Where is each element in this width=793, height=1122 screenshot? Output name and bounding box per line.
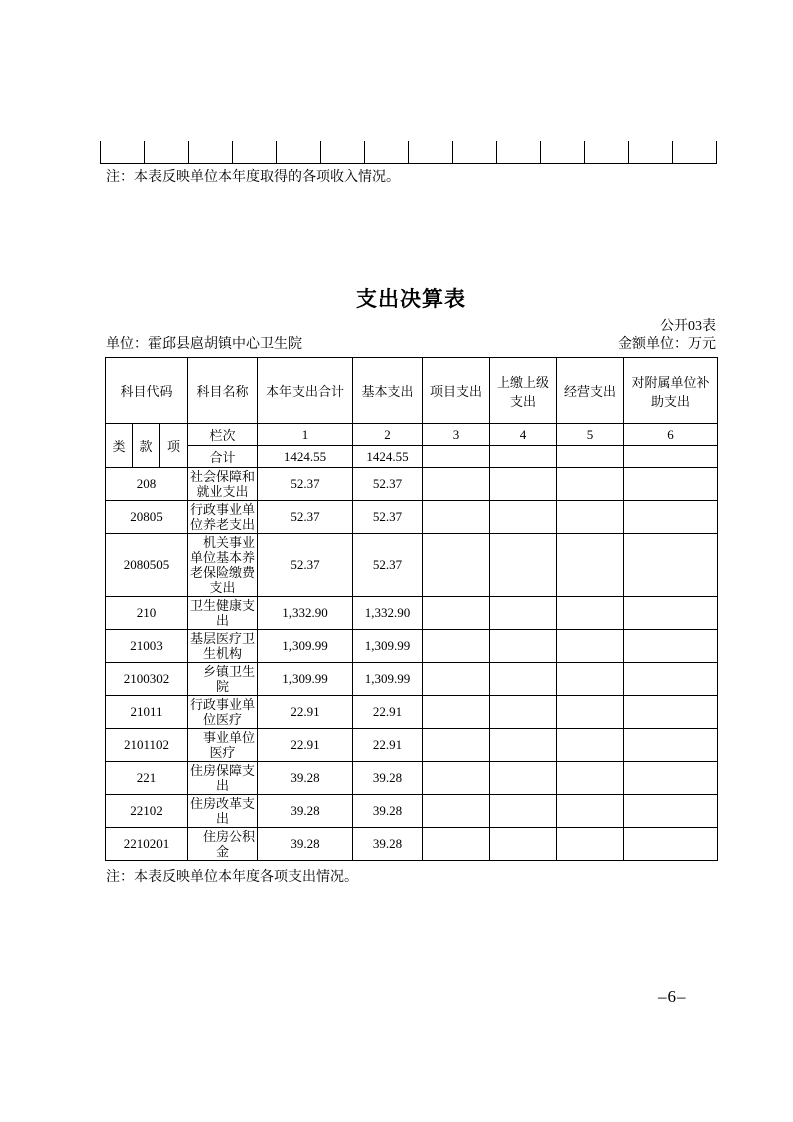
upper-level-expenditure-cell [490, 468, 557, 501]
affiliated-subsidy-cell [624, 501, 718, 534]
operating-expenditure-cell [557, 468, 624, 501]
remnant-cell [408, 141, 452, 163]
total-expenditure-cell: 1,309.99 [258, 630, 353, 663]
remnant-cell [144, 141, 188, 163]
header-total-expenditure: 本年支出合计 [258, 358, 353, 424]
affiliated-subsidy-cell [624, 828, 718, 861]
column-index-cell: 3 [423, 424, 490, 446]
expenditure-table-body [106, 468, 718, 861]
project-expenditure-cell [423, 534, 490, 597]
expenditure-table [105, 357, 718, 861]
column-index-cell: 4 [490, 424, 557, 446]
remnant-cell [100, 141, 144, 163]
basic-expenditure-cell: 52.37 [353, 468, 423, 501]
subcode-section-cell: 款 [133, 424, 160, 468]
table-meta-row [106, 333, 716, 353]
affiliated-subsidy-cell [624, 729, 718, 762]
subject-code-cell: 2101102 [106, 729, 188, 762]
basic-expenditure-cell: 39.28 [353, 762, 423, 795]
table-row [106, 696, 718, 729]
total-expenditure-cell: 39.28 [258, 828, 353, 861]
table-row [106, 729, 718, 762]
subject-code-cell: 210 [106, 597, 188, 630]
grand-total-upper-cell [490, 446, 557, 468]
total-expenditure-cell: 39.28 [258, 795, 353, 828]
subject-name-cell: 卫生健康支出 [188, 597, 258, 630]
remnant-cell [628, 141, 672, 163]
total-expenditure-cell: 39.28 [258, 762, 353, 795]
operating-expenditure-cell [557, 630, 624, 663]
header-operating-expenditure: 经营支出 [557, 358, 624, 424]
subject-code-cell: 2080505 [106, 534, 188, 597]
upper-level-expenditure-cell [490, 597, 557, 630]
form-number-label: 公开03表 [660, 319, 716, 334]
operating-expenditure-cell [557, 534, 624, 597]
header-subject-code: 科目代码 [106, 358, 188, 424]
table-row [106, 828, 718, 861]
upper-level-expenditure-cell [490, 828, 557, 861]
remnant-cell [364, 141, 408, 163]
affiliated-subsidy-cell [624, 696, 718, 729]
header-project-expenditure: 项目支出 [423, 358, 490, 424]
subject-code-cell: 21011 [106, 696, 188, 729]
affiliated-subsidy-cell [624, 597, 718, 630]
affiliated-subsidy-cell [624, 762, 718, 795]
subject-name-cell: 行政事业单位医疗 [188, 696, 258, 729]
column-index-cell: 5 [557, 424, 624, 446]
page-number: –6– [658, 987, 687, 1006]
operating-expenditure-cell [557, 696, 624, 729]
upper-level-expenditure-cell [490, 696, 557, 729]
subject-name-cell: 住房公积金 [188, 828, 258, 861]
project-expenditure-cell [423, 828, 490, 861]
upper-level-expenditure-cell [490, 762, 557, 795]
table-header-row [106, 358, 718, 424]
subject-name-cell: 行政事业单位养老支出 [188, 501, 258, 534]
grand-total-label: 合计 [188, 446, 258, 468]
project-expenditure-cell [423, 501, 490, 534]
operating-expenditure-cell [557, 597, 624, 630]
subject-code-cell: 22102 [106, 795, 188, 828]
subject-code-cell: 221 [106, 762, 188, 795]
grand-total-affiliated-cell [624, 446, 718, 468]
total-expenditure-cell: 22.91 [258, 729, 353, 762]
grand-total-operating-cell [557, 446, 624, 468]
previous-table-remnant [100, 141, 717, 164]
table-row [106, 501, 718, 534]
upper-level-expenditure-cell [490, 501, 557, 534]
table-row [106, 597, 718, 630]
project-expenditure-cell [423, 729, 490, 762]
affiliated-subsidy-cell [624, 630, 718, 663]
subject-name-cell: 社会保障和就业支出 [188, 468, 258, 501]
basic-expenditure-cell: 39.28 [353, 795, 423, 828]
project-expenditure-cell [423, 630, 490, 663]
subcode-item-cell: 项 [160, 424, 188, 468]
header-subject-name: 科目名称 [188, 358, 258, 424]
remnant-cell [584, 141, 628, 163]
basic-expenditure-cell: 22.91 [353, 696, 423, 729]
remnant-cell [496, 141, 540, 163]
subject-code-cell: 21003 [106, 630, 188, 663]
basic-expenditure-cell: 1,332.90 [353, 597, 423, 630]
operating-expenditure-cell [557, 501, 624, 534]
expenditure-table-note: 注：本表反映单位本年度各项支出情况。 [106, 870, 358, 885]
header-upper-level-expenditure: 上缴上级支出 [490, 358, 557, 424]
remnant-cell [276, 141, 320, 163]
total-expenditure-cell: 1,309.99 [258, 663, 353, 696]
table-row [106, 468, 718, 501]
subcode-class-cell: 类 [106, 424, 133, 468]
subject-code-cell: 20805 [106, 501, 188, 534]
affiliated-subsidy-cell [624, 468, 718, 501]
grand-total-basic-cell: 1424.55 [353, 446, 423, 468]
subject-name-cell: 基层医疗卫生机构 [188, 630, 258, 663]
expenditure-table-container [105, 357, 717, 886]
table-row [106, 762, 718, 795]
header-affiliated-subsidy: 对附属单位补助支出 [624, 358, 718, 424]
operating-expenditure-cell [557, 762, 624, 795]
column-index-cell: 6 [624, 424, 718, 446]
table-subheader-row [106, 424, 718, 446]
subject-name-cell: 住房保障支出 [188, 762, 258, 795]
amount-unit-label: 金额单位：万元 [618, 337, 716, 352]
column-index-cell: 1 [258, 424, 353, 446]
project-expenditure-cell [423, 597, 490, 630]
grand-total-total-cell: 1424.55 [258, 446, 353, 468]
operating-expenditure-cell [557, 663, 624, 696]
remnant-cell [232, 141, 276, 163]
affiliated-subsidy-cell [624, 663, 718, 696]
basic-expenditure-cell: 1,309.99 [353, 630, 423, 663]
basic-expenditure-cell: 52.37 [353, 501, 423, 534]
operating-expenditure-cell [557, 729, 624, 762]
upper-level-expenditure-cell [490, 630, 557, 663]
basic-expenditure-cell: 22.91 [353, 729, 423, 762]
header-basic-expenditure: 基本支出 [353, 358, 423, 424]
page-title: 支出决算表 [356, 288, 466, 311]
total-expenditure-cell: 52.37 [258, 501, 353, 534]
total-expenditure-cell: 52.37 [258, 534, 353, 597]
basic-expenditure-cell: 39.28 [353, 828, 423, 861]
column-index-cell: 2 [353, 424, 423, 446]
upper-level-expenditure-cell [490, 663, 557, 696]
subject-name-cell: 住房改革支出 [188, 795, 258, 828]
affiliated-subsidy-cell [624, 534, 718, 597]
remnant-cell [672, 141, 716, 163]
table-row [106, 534, 718, 597]
operating-expenditure-cell [557, 795, 624, 828]
subject-name-cell: 事业单位医疗 [188, 729, 258, 762]
remnant-cell [320, 141, 364, 163]
remnant-cell [452, 141, 496, 163]
income-table-note: 注：本表反映单位本年度取得的各项收入情况。 [106, 170, 400, 185]
project-expenditure-cell [423, 468, 490, 501]
total-expenditure-cell: 1,332.90 [258, 597, 353, 630]
subject-code-cell: 2100302 [106, 663, 188, 696]
operating-expenditure-cell [557, 828, 624, 861]
subject-code-cell: 2210201 [106, 828, 188, 861]
column-index-label-cell: 栏次 [188, 424, 258, 446]
upper-level-expenditure-cell [490, 534, 557, 597]
remnant-cell [188, 141, 232, 163]
project-expenditure-cell [423, 795, 490, 828]
project-expenditure-cell [423, 663, 490, 696]
affiliated-subsidy-cell [624, 795, 718, 828]
remnant-cell [540, 141, 584, 163]
upper-level-expenditure-cell [490, 795, 557, 828]
subject-name-cell: 乡镇卫生院 [188, 663, 258, 696]
upper-level-expenditure-cell [490, 729, 557, 762]
unit-label: 单位：霍邱县扈胡镇中心卫生院 [106, 337, 302, 352]
project-expenditure-cell [423, 762, 490, 795]
table-row [106, 630, 718, 663]
grand-total-project-cell [423, 446, 490, 468]
grand-total-row [106, 446, 718, 468]
total-expenditure-cell: 52.37 [258, 468, 353, 501]
basic-expenditure-cell: 52.37 [353, 534, 423, 597]
subject-name-cell: 机关事业单位基本养老保险缴费支出 [188, 534, 258, 597]
table-row [106, 663, 718, 696]
total-expenditure-cell: 22.91 [258, 696, 353, 729]
subject-code-cell: 208 [106, 468, 188, 501]
project-expenditure-cell [423, 696, 490, 729]
table-row [106, 795, 718, 828]
basic-expenditure-cell: 1,309.99 [353, 663, 423, 696]
